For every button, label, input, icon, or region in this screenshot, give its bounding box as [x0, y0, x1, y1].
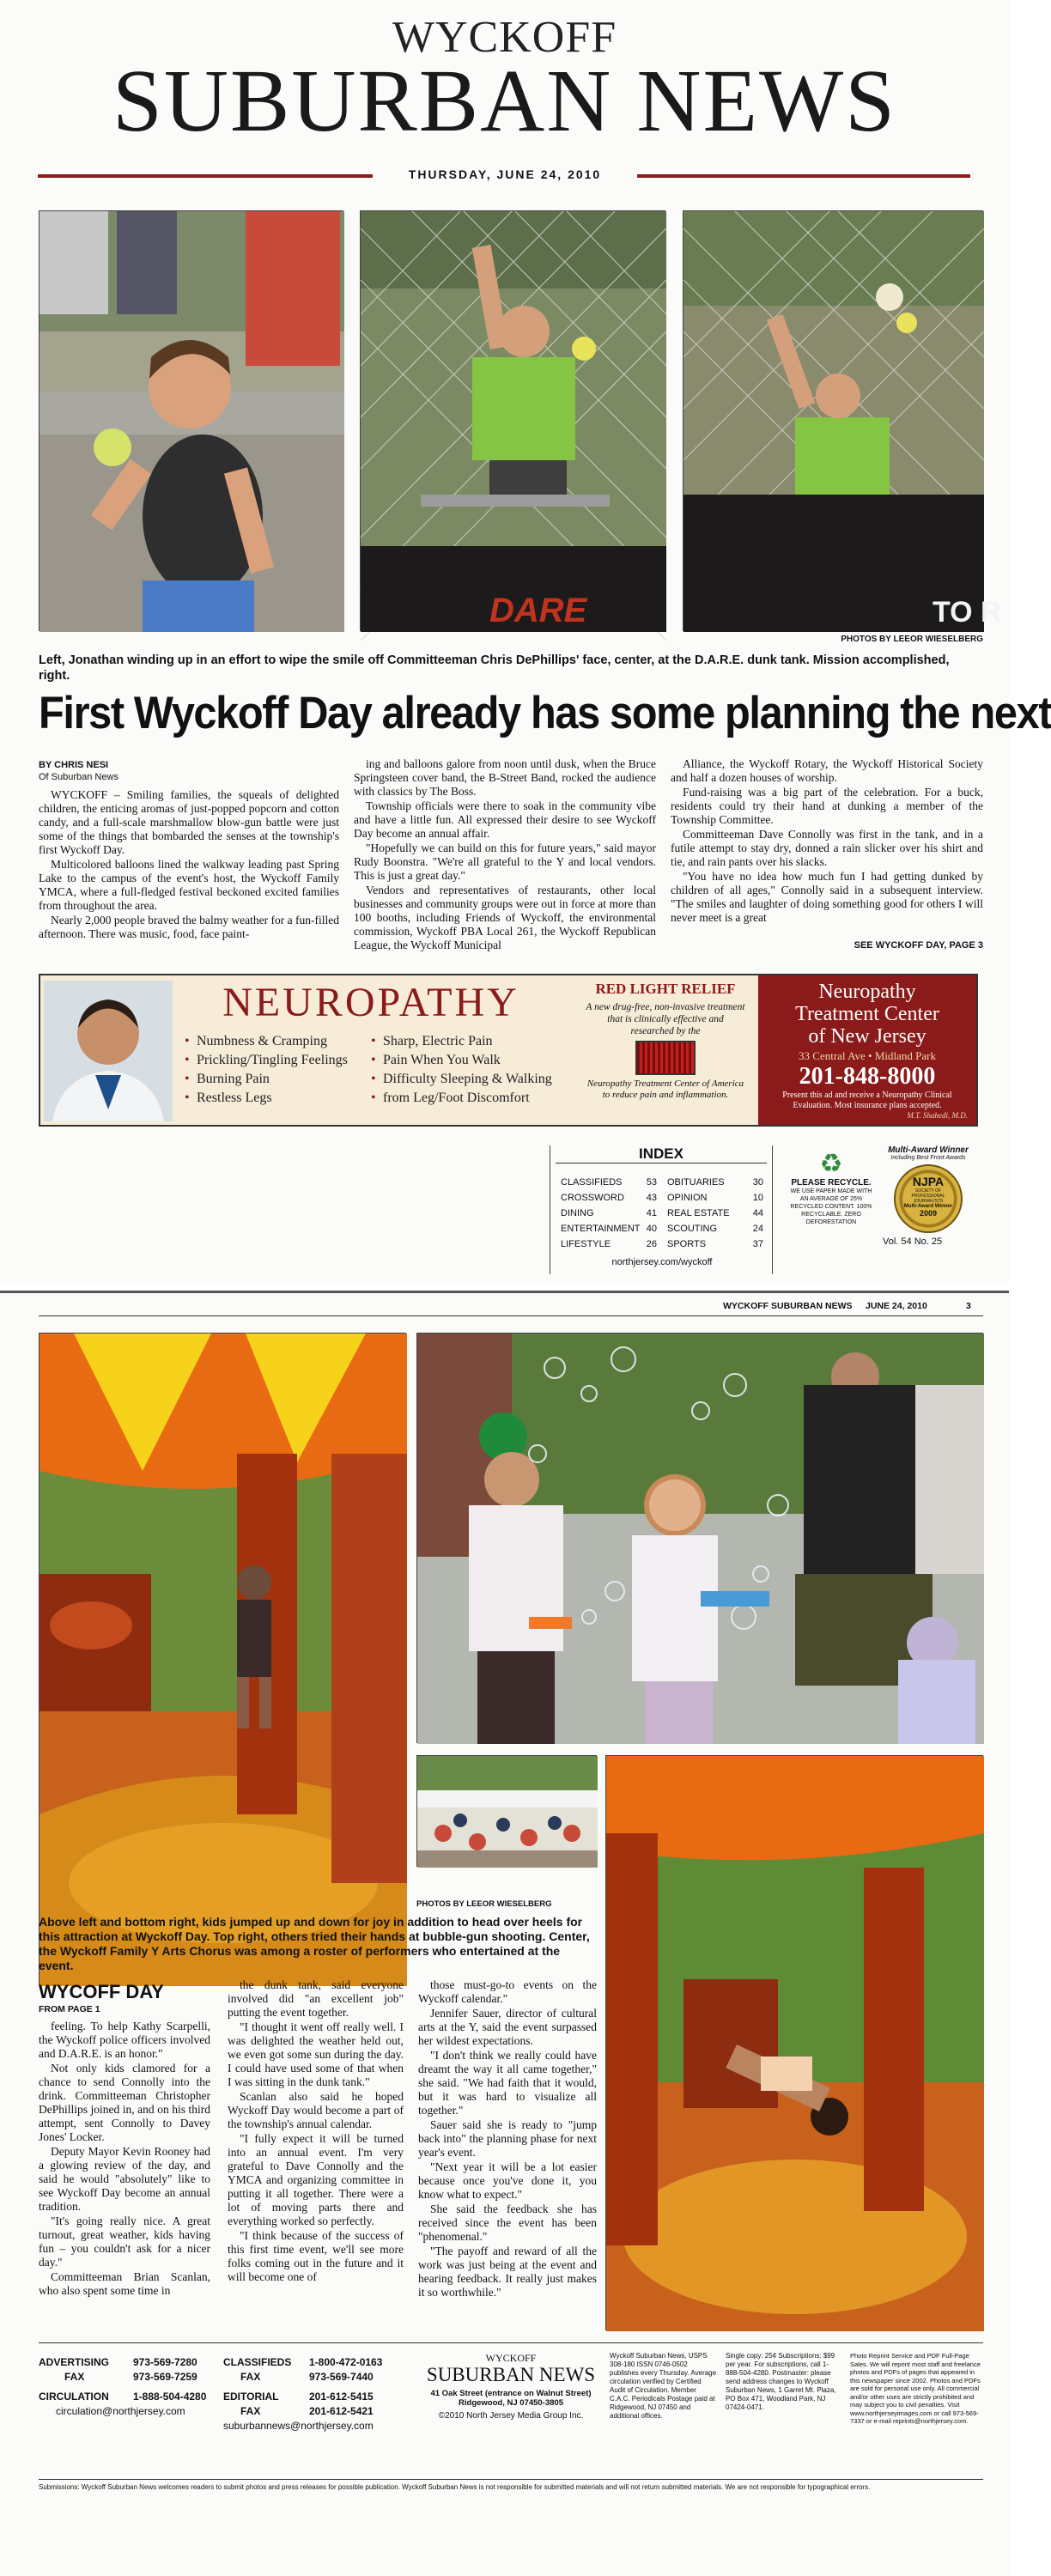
index-section: SPORTS: [667, 1239, 707, 1249]
footer-address-1: 41 Oak Street (entrance on Walnut Street): [430, 2389, 592, 2398]
index-page: 24: [752, 1224, 763, 1234]
classifieds-phone[interactable]: 1-800-472-0163: [309, 2356, 383, 2368]
paragraph: Township officials were there to soak in the community vibe and have a little fun. All expressed their desire to see Wyckoff Day become an annual affair.: [354, 799, 656, 840]
paragraph: Fund-raising was a big part of the celebration. For a buck, residents could try their hand at dunking a member of the Township Committee.: [671, 786, 983, 826]
masthead-town: WYCKOFF: [392, 13, 617, 62]
story-from: FROM PAGE 1: [39, 2004, 100, 2014]
index-page: 43: [646, 1193, 657, 1203]
footer-fine-3: Photo Reprint Service and PDF Full-Page Sales. We will reprint most staff and freelance photos and PDFs of pages that appeared in this newspaper since 2002. Photos and PDFs are sold for personal use only. All commercial and/or other uses are strictly prohibited and may subject you to civil penalties. Visit www.northjerseyimages.com or call 973-569-7337 or e-mail reprints@northjersey.com.: [850, 2352, 981, 2425]
advertising-phone[interactable]: 973-569-7280: [133, 2356, 197, 2368]
front-story-column-2: [354, 757, 656, 953]
ad-center-name-2: Treatment Center: [795, 1003, 939, 1025]
photo-dunk-graphic: [361, 211, 666, 632]
ad-center-name-3: of New Jersey: [808, 1025, 926, 1048]
bubbles-graphic: [417, 1334, 984, 1744]
paragraph: feeling. To help Kathy Scarpelli, the Wyckoff police officers involved and D.A.R.E. is an honor.": [39, 2020, 210, 2060]
paragraph: Nearly 2,000 people braved the balmy weather for a fun-filled afternoon. There was music, food, face paint-: [39, 914, 339, 940]
ad-center-name-1: Neuropathy: [818, 981, 916, 1003]
masthead-name: SUBURBAN NEWS: [112, 52, 896, 150]
index-section: ENTERTAINMENT: [561, 1224, 641, 1234]
page3-column-1: [39, 2020, 210, 2299]
paragraph: "You have no idea how much fun I had getting dunked by children of all ages," Connolly said in a subsequent interview. "The smiles and laughter of doing something good for others I will never meet is a great: [671, 870, 983, 924]
footer-paper-name: SUBURBAN NEWS: [426, 2364, 596, 2385]
ad-symptom-item: • Restless Legs: [185, 1091, 365, 1106]
page-three: [0, 1291, 1009, 2576]
recycle-label: PLEASE RECYCLE.: [791, 1178, 872, 1188]
front-photo-caption: Left, Jonathan winding up in an effort to wipe the smile off Committeeman Chris DePhillips' face, center, at the D.A.R.E. dunk tank. Mission accomplished, right.: [39, 653, 950, 683]
index-page: 37: [752, 1239, 763, 1249]
paragraph: "I don't think we really could have dreamt the way it all came together," she said. "We had faith that it would, but it was hard to visualize all together.": [418, 2049, 597, 2117]
front-headline: First Wyckoff Day already has some planning the next: [39, 688, 1051, 738]
index-row[interactable]: [561, 1221, 657, 1236]
photo-boy-graphic: [39, 211, 344, 632]
award-seal-mid: NJPA: [912, 1175, 945, 1188]
index-row[interactable]: [561, 1236, 657, 1252]
ad-center-phone[interactable]: 201-848-8000: [799, 1063, 936, 1090]
classifieds-label: CLASSIFIEDS: [223, 2356, 292, 2368]
footer-masthead: [416, 2352, 605, 2421]
index-row[interactable]: [667, 1206, 763, 1221]
editorial-label: EDITORIAL: [223, 2391, 279, 2403]
photo-bubble-guns: [416, 1333, 983, 1743]
footer-submissions: Submissions: Wyckoff Suburban News welcomes readers to submit photos and press releases for possible publication. Wyckoff Suburban News is not responsible for submitted materials and will not return submitted materials. We are not responsible for typographical errors.: [39, 2479, 983, 2491]
ad-doctor-photo: [44, 981, 173, 1121]
fax-number-2: 973-569-7440: [309, 2371, 374, 2383]
ad-center-box: [758, 975, 976, 1125]
photo-dunk-tank-right: [683, 210, 1002, 631]
index-page: 53: [646, 1177, 657, 1188]
index-row[interactable]: [561, 1175, 657, 1190]
ad-red-light-device: [635, 1041, 696, 1075]
paragraph: "Next year it will be a lot easier because once you've done it, you know what to expect.": [418, 2160, 597, 2201]
paragraph: "I fully expect it will be turned into an annual event. I'm very grateful to Dave Connolly and the YMCA and organizing committee in putting it all together. There were a lot of moving parts there and everything worked so perfectly.: [228, 2132, 404, 2227]
editorial-email[interactable]: suburbannews@northjersey.com: [223, 2420, 374, 2432]
neuropathy-ad: [39, 974, 978, 1127]
masthead-date: THURSDAY, JUNE 24, 2010: [408, 167, 602, 181]
volume-number: Vol. 54 No. 25: [883, 1236, 943, 1247]
paragraph: those must-go-to events on the Wyckoff calendar.": [418, 1978, 597, 2005]
footer-contacts-mid: [223, 2355, 429, 2433]
folio-page-number: 3: [966, 1301, 971, 1311]
page3-photo-credit: PHOTOS BY LEEOR WIESELBERG: [416, 1899, 552, 1909]
recycle-note: WE USE PAPER MADE WITH AN AVERAGE OF 25% RECYCLED CONTENT. 100% RECYCLABLE. ZERO DEFORESTATION: [790, 1188, 872, 1225]
masthead-rule-right: [637, 174, 970, 178]
page3-column-3: [418, 1978, 597, 2300]
footer-contact-box: [39, 2342, 983, 2561]
paragraph: Alliance, the Wyckoff Rotary, the Wyckoff Historical Society and half a dozen houses of worship.: [671, 757, 983, 784]
page3-column-2: [228, 1978, 404, 2285]
paragraph: Sauer said she is ready to "jump back into" the planning phase for next year's event.: [418, 2118, 597, 2159]
award-top: Multi-Award Winner: [888, 1145, 969, 1155]
ad-symptom-item: • Pain When You Walk: [371, 1053, 568, 1068]
index-url[interactable]: northjersey.com/wyckoff: [611, 1257, 713, 1267]
fax-number-3: 201-612-5421: [309, 2405, 374, 2417]
footer-copyright: ©2010 North Jersey Media Group Inc.: [438, 2411, 584, 2421]
ad-relief-footer: Neuropathy Treatment Center of America to reduce pain and inflammation.: [586, 1078, 744, 1100]
fax-number-1: 973-569-7259: [133, 2371, 197, 2383]
paragraph: Committeeman Brian Scanlan, who also spent some time in: [39, 2270, 210, 2297]
award-seal-icon: [894, 1164, 963, 1233]
ad-symptom-item: • Difficulty Sleeping & Walking: [371, 1072, 568, 1087]
fax-label-2: FAX: [240, 2371, 261, 2383]
paragraph: Deputy Mayor Kevin Rooney had a glowing review of the day, and said he would "absolutely" like to see Wyckoff Day become an annual tradition.: [39, 2145, 210, 2213]
ad-center-address: 33 Central Ave • Midland Park: [799, 1049, 936, 1062]
index-row[interactable]: [667, 1190, 763, 1206]
story-title: WYCOFF DAY: [39, 1981, 164, 2002]
ad-symptoms-right: [371, 1030, 568, 1109]
paragraph: "Hopefully we can build on this for future years," said mayor Rudy Boonstra. "We're all grateful to the Y and local vendors. This is just a great day.": [354, 841, 656, 882]
page3-photo-caption: Above left and bottom right, kids jumped up and down for joy in addition to head over heels for this attraction at Wyckoff Day. Top right, others tried their hands at bubble-gun shooting. Center, the Wyckoff Family Y Arts Chorus was among a roster of performers who entertained at the event.: [39, 1915, 590, 1972]
paragraph: ing and balloons galore from noon until dusk, when the Bruce Springsteen cover band, the B-Street Band, rocked the audience with classics by The Boss.: [354, 757, 656, 798]
index-row[interactable]: [667, 1236, 763, 1252]
editorial-phone[interactable]: 201-612-5415: [309, 2391, 374, 2403]
ad-symptom-item: • Prickling/Tingling Feelings: [185, 1053, 365, 1068]
photo-dunk-right-graphic: [683, 211, 1002, 632]
ad-relief-title: RED LIGHT RELIEF: [595, 981, 736, 997]
footer-paper-town: WYCKOFF: [485, 2352, 537, 2364]
ad-center-note: Present this ad and receive a Neuropathy Clinical Evaluation. Most insurance plans accepted.: [782, 1091, 952, 1110]
paragraph: "I think because of the success of this first time event, we'll see more folks coming out in the future and it will become one of: [228, 2229, 404, 2283]
front-byline: BY CHRIS NESI: [39, 760, 109, 770]
award-subtitle: Including Best Front Awards: [890, 1155, 966, 1161]
index-page: 26: [646, 1239, 657, 1249]
paragraph: Scanlan also said he hoped Wyckoff Day would become a part of the township's annual calendar.: [228, 2090, 404, 2130]
index-row[interactable]: [667, 1221, 763, 1236]
index-section: DINING: [561, 1208, 594, 1218]
ad-symptom-item: • Numbness & Cramping: [185, 1034, 365, 1049]
ad-symptom-item: • from Leg/Foot Discomfort: [371, 1091, 568, 1106]
index-row[interactable]: [561, 1206, 657, 1221]
paragraph: Committeeman Dave Connolly was first in the tank, and in a futile attempt to stay dry, donned a rain slicker over his shirt and tie, and rain pants over his slacks.: [671, 828, 983, 868]
index-section: OPINION: [667, 1193, 708, 1203]
ad-symptom-item: • Sharp, Electric Pain: [371, 1034, 568, 1049]
photo-chorus: [416, 1755, 597, 1867]
ad-relief-text: A new drug-free, non-invasive treatment that is clinically effective and researched by the: [586, 1002, 745, 1036]
photo-boy-winding-up: [39, 210, 343, 631]
folio-rule: [39, 1315, 983, 1316]
masthead-rule-left: [38, 174, 373, 178]
paragraph: Multicolored balloons lined the walkway leading past Spring Lake to the campus of the event's host, the Wyckoff Family YMCA, where a full-fledged festival beckoned excited families from throughout the area.: [39, 858, 339, 912]
photo-bounce-house-top-left: [39, 1333, 406, 1985]
index-section: OBITUARIES: [667, 1177, 725, 1188]
circulation-email[interactable]: circulation@northjersey.com: [56, 2405, 185, 2417]
front-photo-credit: PHOTOS BY LEEOR WIESELBERG: [841, 635, 983, 644]
ad-relief-box: [580, 977, 751, 1123]
ad-doctor-name: M.T. Shahedi, M.D.: [907, 1111, 968, 1120]
paragraph: "I thought it went off really well. I was delighted the weather held out, we even got some sun during the day. I could have used some of that when I was sitting in the dunk tank.": [228, 2020, 404, 2088]
index-section: REAL ESTATE: [667, 1208, 730, 1218]
bounce-house-graphic: [39, 1334, 407, 1986]
award-seal-small: SOCIETY OF PROFESSIONAL JOURNALISTS: [911, 1188, 945, 1204]
ad-symptoms-left: [185, 1030, 365, 1109]
circulation-label: CIRCULATION: [39, 2391, 109, 2403]
recycle-block: [788, 1151, 874, 1271]
folio-date: JUNE 24, 2010: [866, 1301, 927, 1311]
chorus-graphic: [417, 1756, 598, 1868]
ad-symptom-item: • Burning Pain: [185, 1072, 365, 1087]
circulation-phone[interactable]: 1-888-504-4280: [133, 2391, 207, 2403]
advertising-label: ADVERTISING: [39, 2356, 110, 2368]
award-seal-ribbon: Multi-Award Winner: [903, 1204, 953, 1209]
paragraph: the dunk tank, said everyone involved did "an excellent job" putting the event together.: [228, 1978, 404, 2019]
recycle-icon: ♻: [819, 1150, 843, 1178]
paragraph: Vendors and representatives of restaurants, other local businesses and community groups were out in force at more than 100 booths, including Friends of Wyckoff, the environmental commission, Wyckoff PBA Local 261, the Wyckoff Republican League, the Wyckoff Municipal: [354, 884, 656, 951]
award-badge: [878, 1145, 979, 1274]
ad-title: NEUROPATHY: [222, 980, 519, 1025]
index-section: CROSSWORD: [561, 1193, 624, 1203]
index-page: 30: [752, 1177, 763, 1188]
front-page: [0, 0, 1051, 1285]
front-story-column-3: [671, 757, 983, 926]
index-section: LIFESTYLE: [561, 1239, 611, 1249]
paragraph: Not only kids clamored for a chance to send Connolly into the drink. Committeeman Christopher DePhillips joined in, and on his third attempt, sent Connolly to Davey Jones' Locker.: [39, 2062, 210, 2143]
front-jump-line: SEE WYCKOFF DAY, PAGE 3: [854, 940, 983, 951]
photo-bounce-house-bottom-right: [605, 1755, 983, 2330]
award-seal-year: 2009: [919, 1209, 938, 1218]
footer-address-2: Ridgewood, NJ 07450-3805: [459, 2398, 563, 2408]
index-section: SCOUTING: [667, 1224, 718, 1234]
dunk-sign-text: DARE: [489, 592, 587, 629]
doctor-graphic: [44, 981, 173, 1121]
paragraph: She said the feedback she has received since the event has been "phenomenal.": [418, 2202, 597, 2243]
paragraph: WYCKOFF – Smiling families, the squeals of delighted children, the enticing aromas of just-popped popcorn and cotton candy, and a full-scale marshmallow blow-gun battle were just some of the things that bombarded the senses at the township's first Wyckoff Day.: [39, 788, 339, 856]
paragraph: Jennifer Sauer, director of cultural arts at the Y, said the event surpassed her wildest expectations.: [418, 2007, 597, 2047]
index-page: 41: [646, 1208, 657, 1218]
footer-fine-2: Single copy: 25¢ Subscriptions: $99 per year. For subscriptions, call 1-888-504-4280. Postmaster: please send address changes to Wyckoff Suburban News, 1 Garret Mt. Plaza, PO Box 471, Woodland Park, NJ 07424-0471.: [726, 2352, 836, 2411]
index-right-list: [667, 1175, 763, 1252]
paragraph: "The payoff and reward of all the work was just being at the event and hearing feedback. It really just makes it so worthwhile.": [418, 2245, 597, 2299]
fax-label-1: FAX: [64, 2371, 85, 2383]
index-page: 10: [752, 1193, 763, 1203]
fax-label-3: FAX: [240, 2405, 261, 2417]
front-byline-org: Of Suburban News: [39, 772, 118, 782]
index-title: INDEX: [556, 1145, 767, 1163]
index-page: 44: [752, 1208, 763, 1218]
index-page: 40: [646, 1224, 657, 1234]
flip-graphic: [606, 1756, 984, 2331]
footer-fine-1: Wyckoff Suburban News, USPS 308-180 ISSN 0746-0502 publishes every Thursday. Average circulation verified by Certified Audit of Circulation. Member C.A.C. Periodicals Postage paid at Ridgewood, NJ 07450 and additional offices.: [610, 2352, 717, 2420]
index-left-list: [561, 1175, 657, 1252]
front-story-column-1: [39, 788, 339, 942]
dunk-sign-text-right: TO R: [933, 596, 1002, 629]
folio-paper: WYCKOFF SUBURBAN NEWS: [723, 1301, 853, 1311]
index-section: CLASSIFIEDS: [561, 1177, 623, 1188]
index-box: [550, 1145, 773, 1274]
index-row[interactable]: [667, 1175, 763, 1190]
photo-dunk-tank-center: [360, 210, 665, 631]
paragraph: "It's going really nice. A great turnout, great weather, kids having fun – you couldn't ask for a nicer day.": [39, 2215, 210, 2269]
index-row[interactable]: [561, 1190, 657, 1206]
